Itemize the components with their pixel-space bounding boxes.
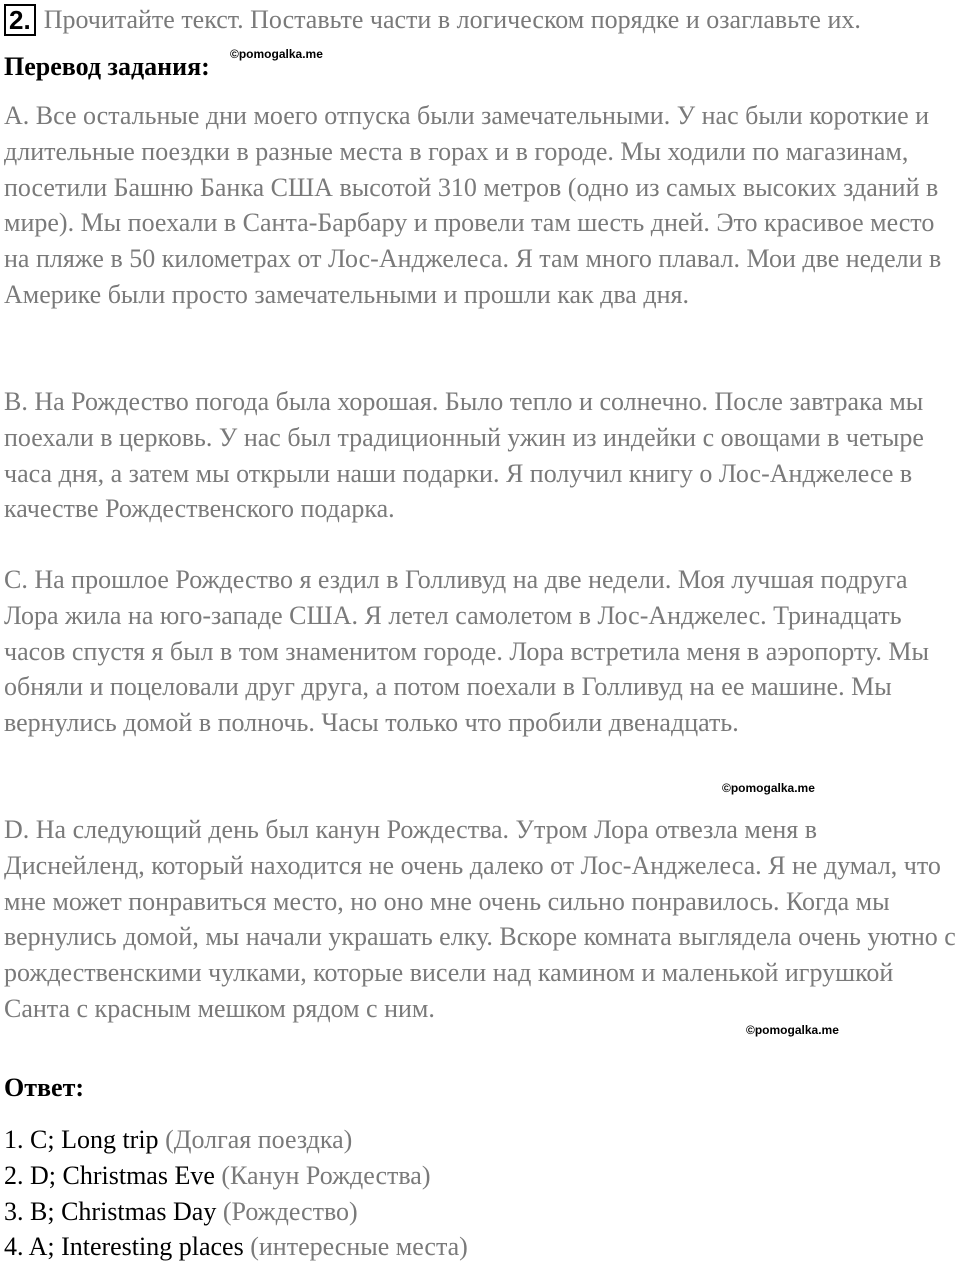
answer-translation: (Рождество) bbox=[222, 1196, 358, 1226]
answer-main: 2. D; Christmas Eve bbox=[4, 1160, 215, 1190]
answer-main: 1. C; Long trip bbox=[4, 1125, 159, 1154]
watermark-top: ©pomogalka.me bbox=[230, 47, 323, 61]
answer-item bbox=[4, 1229, 468, 1265]
paragraph-a: A. Все остальные дни моего отпуска были замечательными. У нас были короткие и длительные поездки в разные места в горах и в городе. Мы ходили по магазинам, посетили Башню Банка США высотой 310 метров (одно из самых высоких зданий в мире). Мы поехали в Санта-Барбару и провели там шесть дней. Это красивое место на пляже в 50 километрах от Лос-Анджелеса. Я там много плавал. Мои две недели в Америке были просто замечательными и прошли как два дня. bbox=[4, 101, 942, 309]
answer-list bbox=[4, 1122, 468, 1265]
task-instruction: Прочитайте текст. Поставьте части в логическом порядке и озаглавьте их. bbox=[43, 5, 861, 34]
translation-title: Перевод задания: bbox=[4, 52, 210, 81]
answer-translation: (Долгая поездка) bbox=[165, 1125, 353, 1154]
task-number-badge: 2. bbox=[4, 4, 36, 36]
paragraph-b: B. На Рождество погода была хорошая. Было тепло и солнечно. После завтрака мы поехали в церковь. У нас был традиционный ужин из индейки с овощами в четыре часа дня, а затем мы открыли наши подарки. Я получил книгу о Лос-Анджелесе в качестве Рождественского подарка. bbox=[4, 387, 924, 524]
watermark-middle: ©pomogalka.me bbox=[722, 781, 815, 795]
watermark-bottom: ©pomogalka.me bbox=[746, 1023, 839, 1037]
answer-translation: (интересные места) bbox=[250, 1232, 468, 1262]
answer-title: Ответ: bbox=[4, 1073, 85, 1102]
answer-item bbox=[4, 1158, 468, 1194]
answer-main: 4. A; Interesting places bbox=[4, 1232, 244, 1262]
answer-item bbox=[4, 1194, 468, 1230]
paragraph-c: C. На прошлое Рождество я ездил в Голливуд на две недели. Моя лучшая подруга Лора жила на юго-западе США. Я летел самолетом в Лос-Анджелес. Тринадцать часов спустя я был в том знаменитом городе. Лора встретила меня в аэропорту. Мы обняли и поцеловали друг друга, а потом поехали в Голливуд на ее машине. Мы вернулись домой в полночь. Часы только что пробили двенадцать. bbox=[4, 565, 929, 738]
answer-translation: (Канун Рождества) bbox=[221, 1160, 431, 1190]
task-header bbox=[4, 2, 861, 38]
answer-main: 3. B; Christmas Day bbox=[4, 1196, 217, 1226]
answer-item bbox=[4, 1122, 468, 1158]
paragraph-d: D. На следующий день был канун Рождества. Утром Лора отвезла меня в Диснейленд, который находится не очень далеко от Лос-Анджелеса. Я не думал, что мне может понравиться место, но оно мне очень сильно понравилось. Когда мы вернулись домой, мы начали украшать елку. Вскоре комната выглядела очень уютно с рождественскими чулками, которые висели над камином и маленькой игрушкой Санта с красным мешком рядом с ним. bbox=[4, 815, 956, 1023]
